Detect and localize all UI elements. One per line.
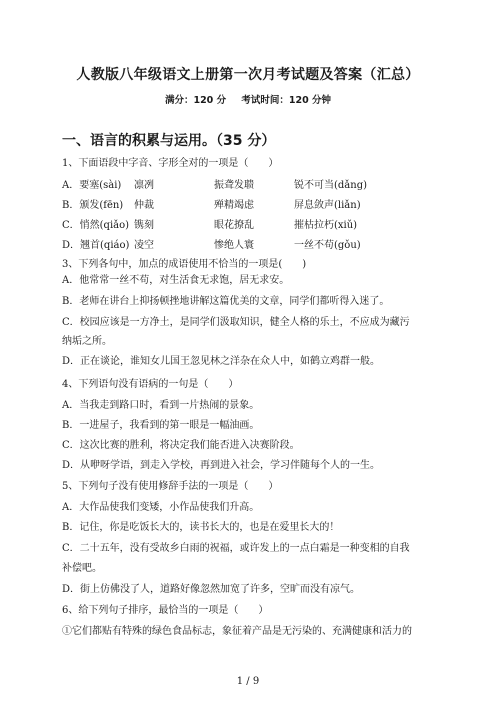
q1-a-3: 振聋发聩 (214, 180, 254, 191)
q5-option-b: B．记住，你是吃饭长大的，读书长大的，也是在爱里长大的！ (62, 522, 340, 533)
q1-a-2: 凛冽 (134, 180, 154, 191)
q1-a-4: 锐不可当(dǎng) (294, 180, 368, 191)
q1-b-4: 屏息敛声(liǎn) (294, 200, 361, 211)
q3-option-a: A．他常常一丝不苟，对生活食无求饱，居无求安。 (62, 275, 290, 286)
exam-time: 考试时间：120 分钟 (241, 95, 332, 106)
q4-option-c: C．这次比赛的胜利，将决定我们能否进入决赛阶段。 (62, 440, 300, 451)
q4-option-a: A．当我走到路口时，看到一片热闹的景象。 (62, 400, 260, 411)
full-score: 满分：120 分 (164, 95, 227, 106)
q6-sentence-1: ①它们都贴有特殊的绿色食品标志，象征着产品是无污染的、充满健康和活力的 (62, 626, 412, 637)
q1-stem: 1、下面语段中字音、字形全对的一项是（ ） (62, 158, 279, 169)
q3-option-c-cont: 纳垢之所。 (62, 336, 112, 347)
q1-b-3: 殚精竭虑 (214, 200, 254, 211)
q4-stem: 4、下列语句没有语病的一句是（ ） (62, 379, 239, 390)
exam-meta (0, 92, 496, 106)
q3-option-b: B．老师在讲台上抑扬顿挫地讲解这篇优美的文章，同学们都听得入迷了。 (62, 296, 390, 307)
q5-option-c-cont: 补偿吧。 (62, 563, 102, 574)
q1-c-3: 眼花撩乱 (214, 220, 254, 231)
section-heading: 一、语言的积累与运用。（35 分） (62, 133, 276, 149)
document-title: 人教版八年级语文上册第一次月考试题及答案（汇总） (76, 67, 420, 83)
q1-c-1: C．悄然(qiǎo) (62, 220, 130, 231)
q3-option-c: C．校园应该是一方净土，是同学们汲取知识，健全人格的乐土，不应成为藏污 (62, 317, 410, 328)
q5-stem: 5、下列句子没有使用修辞手法的一项是（ ） (62, 481, 279, 492)
q5-option-a: A．大作品使我们变矮，小作品使我们升高。 (62, 502, 260, 513)
page-number: 1 / 9 (236, 676, 260, 687)
q1-c-2: 镌刻 (134, 220, 154, 231)
q1-a-1: A．要塞(sài) (62, 180, 122, 191)
q3-option-d: D．正在谈论，谁知女儿国王忽见林之洋杂在众人中，如鹤立鸡群一般。 (62, 356, 381, 367)
q1-d-3: 惨绝人寰 (214, 240, 254, 251)
q3-stem: 3、下列各句中，加点的成语使用不恰当的一项是( ) (62, 259, 307, 270)
q5-option-c: C．二十五年，没有受故乡白雨的祝福，或许发上的一点白霜是一种变相的自我 (62, 543, 410, 554)
q1-b-2: 仲裁 (134, 200, 154, 211)
q1-d-1: D．翘首(qiáo) (62, 240, 130, 251)
q6-stem: 6、给下列句子排序，最恰当的一项是（ ） (62, 605, 269, 616)
q5-option-d: D．街上仿佛没了人，道路好像忽然加宽了许多，空旷而没有凉气。 (62, 584, 361, 595)
q1-d-2: 凌空 (134, 240, 154, 251)
q4-option-b: B．一进屋子，我看到的第一眼是一幅油画。 (62, 420, 260, 431)
q1-b-1: B．颁发(fēn) (62, 200, 124, 211)
q1-d-4: 一丝不苟(gǒu) (294, 240, 361, 251)
q4-option-d: D．从咿呀学语，到走入学校，再到进入社会，学习伴随每个人的一生。 (62, 460, 381, 471)
q1-c-4: 摧枯拉朽(xiǔ) (294, 220, 358, 231)
